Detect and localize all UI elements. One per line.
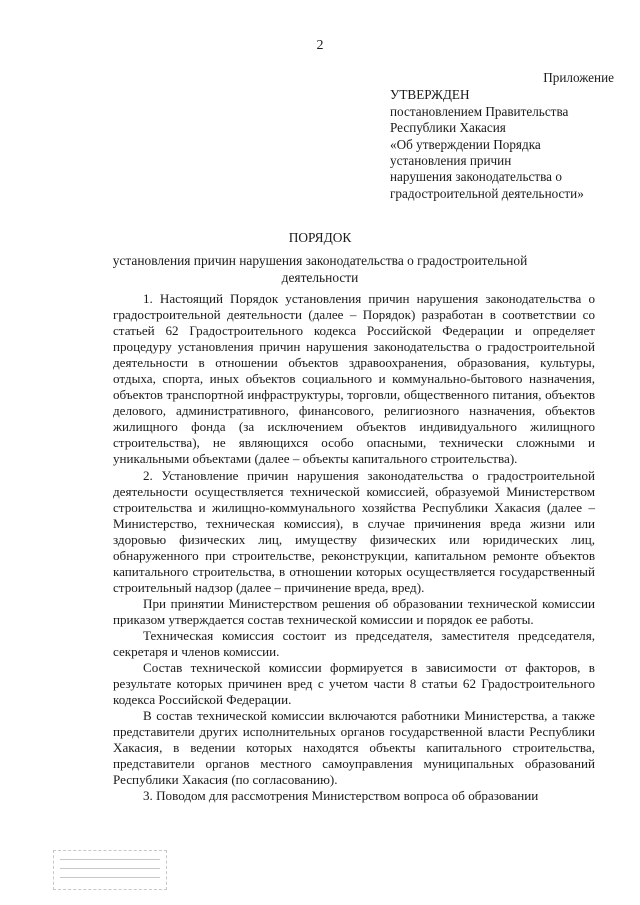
stamp-line xyxy=(60,868,160,869)
paragraph: В состав технической комиссии включаются работники Министерства, а также представители других исполнительных органов государственной власти Республики Хакасия, в ведении которых находятся объекты капитального строительства, представители органов местного самоуправления муниципальных образований Республики Хакасия (по согласованию). xyxy=(113,708,595,788)
approval-line: градостроительной деятельности» xyxy=(390,185,584,201)
document-subtitle: установления причин нарушения законодательства о градостроительной деятельности xyxy=(112,253,528,285)
document-title-block xyxy=(0,229,640,286)
paragraph: Техническая комиссия состоит из председателя, заместителя председателя, секретаря и членов комиссии. xyxy=(113,627,595,660)
document-body xyxy=(113,291,595,805)
document-title: ПОРЯДОК xyxy=(288,230,352,245)
appendix-label: Приложение xyxy=(543,70,614,85)
approved-label: УТВЕРЖДЕН xyxy=(390,87,470,103)
page-number: 2 xyxy=(316,38,324,53)
paragraph: 1. Настоящий Порядок установления причин нарушения законодательства о градостроительной деятельности (далее – Порядок) разработан в соответствии со статьей 62 Градостроительного кодекса Российской Федерации и определяет процедуру установления причин нарушения законодательства о градостроительной деятельности в отношении объектов здравоохранения, образования, культуры, отдыха, спорта, иных объектов социального и коммунально-бытового назначения, объектов транспортной инфраструктуры, торговли, общественного питания, объектов делового, административного, финансового, религиозного назначения, объектов жилищного фонда (за исключением объектов индивидуального жилищного строительства), не являющихся особо опасными, технически сложными и уникальными объектами (далее – объекты капитального строительства). xyxy=(113,291,595,467)
stamp-line xyxy=(60,877,160,878)
approval-line: постановлением Правительства xyxy=(390,103,569,119)
paragraph: 2. Установление причин нарушения законодательства о градостроительной деятельности осуществляется технической комиссией, образуемой Министерством строительства и жилищно-коммунального хозяйства Республики Хакасия (далее – Министерство, техническая комиссия), в случае причинения вреда жизни или здоровью физических лиц, имуществу физических или юридических лиц, обнаруженного при строительстве, реконструкции, капитальном ремонте объектов капитального строительства, в отношении которых осуществляется государственный строительный надзор (далее – причинение вреда, вред). xyxy=(113,467,595,595)
approval-line: установления причин xyxy=(390,153,512,169)
stamp-line xyxy=(60,859,160,860)
approval-line: «Об утверждении Порядка xyxy=(390,136,541,152)
paragraph: 3. Поводом для рассмотрения Министерством вопроса об образовании xyxy=(143,788,539,804)
paragraph: При принятии Министерством решения об образовании технической комиссии приказом утверждается состав технической комиссии и порядок ее работы. xyxy=(113,595,595,627)
approval-line: Республики Хакасия xyxy=(390,120,506,136)
paragraph: Состав технической комиссии формируется в зависимости от факторов, в результате которых причинен вред с учетом части 8 статьи 62 Градостроительного кодекса Российской Федерации. xyxy=(113,660,595,708)
registration-stamp xyxy=(53,850,167,890)
approval-block xyxy=(390,70,630,202)
approval-line: нарушения законодательства о xyxy=(390,169,562,185)
